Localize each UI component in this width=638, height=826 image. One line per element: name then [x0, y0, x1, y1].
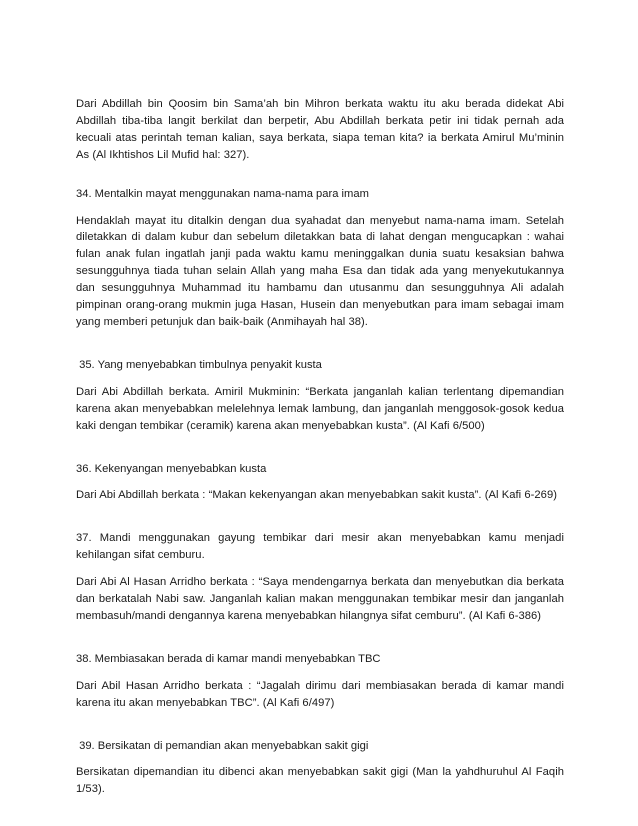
section-body: Dari Abi Abdillah berkata. Amiril Mukminin: “Berkata janganlah kalian terlentang dipemandian karena akan menyebabkan melelehnya lemak lambung, dan janganlah menggosok-gosok kedua kaki dengan tembikar (ceramik) karena akan menyebabkan kusta”. (Al Kafi 6/500): [76, 385, 564, 432]
intro-paragraph: Dari Abdillah bin Qoosim bin Sama’ah bin Mihron berkata waktu itu aku berada didekat Abi Abdillah tiba-tiba langit berkilat dan berpetir, Abu Abdillah berkata petir ini tidak pernah ada kecuali atas perintah teman kalian, saya berkata, siapa teman kita? ia berkata Amirul Mu’minin As (Al Ikhtishos Lil Mufid hal: 327).: [76, 98, 564, 161]
section-35: [76, 357, 564, 435]
section-heading: 34. Mentalkin mayat menggunakan nama-nama para imam: [76, 187, 369, 200]
section-body: Dari Abi Al Hasan Arridho berkata : “Saya mendengarnya berkata dan menyebutkan dia berkata dan berkatalah Nabi saw. Janganlah kalian makan menggunakan tembikar mesir dan janganlah membasuh/mandi dengannya karena menyebabkan hilangnya sifat cemburu”. (Al Kafi 6-386): [76, 576, 564, 622]
section-body: Hendaklah mayat itu ditalkin dengan dua syahadat dan menyebut nama-nama imam. Setelah diletakkan di dalam kubur dan sebelum diletakkan bata di lahat dengan mengucapkan : wahai fulan anak fulan ingatlah janji pada waktu kamu meninggalkan dunia suatu kesaksian bahwa sesungguhnya tiada tuhan selain Allah yang maha Esa dan tidak ada yang menyekutukannya dan sesungguhnya Muhammad itu hambamu dan utusanmu dan sesungguhnya Ali adalah pimpinan orang-orang mukmin juga Hasan, Husein dan menyebutkan para imam sebagai imam yang memberi petunjuk dan baik-baik (Anmihayah hal 38).: [76, 214, 564, 328]
section-heading: 38. Membiasakan berada di kamar mandi menyebabkan TBC: [76, 652, 381, 665]
section-heading: 37. Mandi menggunakan gayung tembikar dari mesir akan menyebabkan kamu menjadi kehilangan sifat cemburu.: [76, 532, 564, 562]
section-36: [76, 461, 564, 505]
section-heading: 39. Bersikatan di pemandian akan menyebabkan sakit gigi: [76, 739, 369, 752]
section-38: [76, 651, 564, 712]
section-37: [76, 530, 564, 625]
section-body: Bersikatan dipemandian itu dibenci akan menyebabkan sakit gigi (Man la yahdhuruhul Al Faqih 1/53).: [76, 766, 564, 796]
section-heading: 36. Kekenyangan menyebabkan kusta: [76, 462, 267, 475]
section-39: [76, 738, 564, 799]
section-34: [76, 186, 564, 331]
section-body: Dari Abi Abdillah berkata : “Makan kekenyangan akan menyebabkan sakit kusta”. (Al Kafi 6-269): [76, 489, 558, 502]
document-page: [76, 96, 564, 798]
section-body: Dari Abil Hasan Arridho berkata : “Jagalah dirimu dari membiasakan berada di kamar mandi karena itu akan menyebabkan TBC”. (Al Kafi 6/497): [76, 679, 564, 709]
section-heading: 35. Yang menyebabkan timbulnya penyakit kusta: [76, 358, 322, 371]
